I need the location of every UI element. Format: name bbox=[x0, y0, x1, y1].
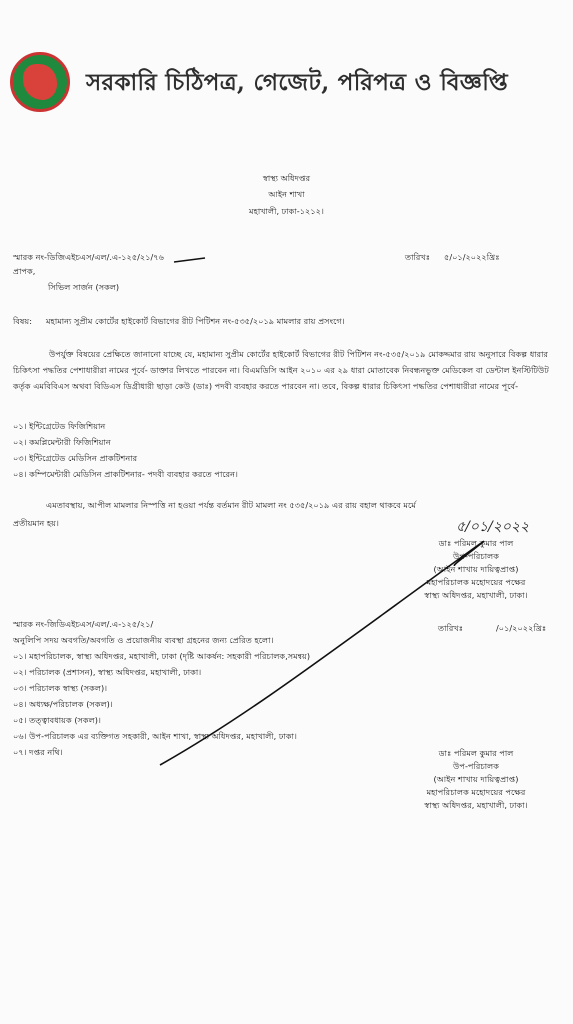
office-address: মহাখালী, ঢাকা-১২১২। bbox=[249, 206, 324, 216]
memo2-reference: স্মারক নং-জিডিএইচএস/এল/.এ-১২৫/২১/ bbox=[13, 619, 154, 629]
body-paragraph-2: এমতাবস্থায়, আপীল মামলার নিস্পত্তি না হওয়া পর্যন্ত বর্তমান রীট মামলা নং ৫৩৫/২০১৯ এর রায় বহাল থাকবে মর্মে bbox=[46, 500, 416, 510]
body-paragraph-2-end: প্রতীয়মান হয়। bbox=[13, 518, 59, 528]
list-item: ০৪। অধ্যক্ষ/পরিচালক (সকল)। bbox=[13, 699, 113, 709]
list-item: ০৩। ইন্টিগ্রেটেড মেডিসিন প্রাকটিশনার bbox=[13, 453, 138, 463]
memo2-date: /০১/২০২২খ্রিঃ bbox=[496, 623, 547, 633]
signatory-behalf: মহাপরিচালক মহোদয়ের পক্ষের bbox=[426, 577, 526, 587]
recipient-name: সিভিল সার্জন (সকল) bbox=[48, 282, 120, 292]
handwritten-signature-date: ৫/০১/২০২২ bbox=[456, 519, 530, 535]
signatory2-title: উপ-পরিচালক bbox=[453, 761, 499, 771]
signatory-name: ডাঃ পরিমল কুমার পাল bbox=[438, 538, 514, 548]
memo-date: ৫/০১/২০২২খ্রিঃ bbox=[444, 252, 500, 262]
list-item: ০৫। তত্ত্বাবধায়ক (সকল)। bbox=[13, 715, 101, 725]
signatory-role: (আইন শাখায় দায়িত্বপ্রাপ্ত) bbox=[433, 564, 519, 574]
list-item: ০২। কমপ্লিমেন্টারী ফিজিশিয়ান bbox=[13, 437, 111, 447]
body-paragraph-1: উপর্যুক্ত বিষয়ের প্রেক্ষিতে জানানো যাচ্ছে যে, মহামান্য সুপ্রীম কোর্টের হাইকোর্ট বিভাগের রীট পিটিশন নং-৫৩৫/২০১৯ মোকদ্দমার রায় অনুসারে বিকল্প ধারার চিকিৎসা পদ্ধতির পেশাধারীরা নামের পূর্বে- ডাক্তার লিখতে পারবেন না। বিএমডিসি আইন ২০১০ এর ২৯ ধারা মোতাবেক নিবন্ধনভুক্ত মেডিকেল বা ডেন্টাল ইনস্টিটিউট কর্তৃক এমবিবিএস অথবা বিডিএস ডিগ্রীধারী ছাড়া কেউ (ডাঃ) পদবী ব্যবহার করতে পারবেন না। তবে, বিকল্প ধারার চিকিৎসা পদ্ধতির পেশাধারীরা নামের পূর্বে- bbox=[13, 349, 549, 391]
list-item: ০৬। উপ-পরিচালক এর ব্যক্তিগত সহকারী, আইন শাখা, স্বাস্থ্য অধিদপ্তর, মহাখালী, ঢাকা। bbox=[13, 731, 297, 741]
list-item: ০২। পরিচালক (প্রশাসন), স্বাস্থ্য অধিদপ্তর, মহাখালী, ঢাকা। bbox=[13, 667, 202, 677]
copy-line: অনুলিপি সদয় অবগতি/অবগতি ও প্রয়োজনীয় ব্যবস্থা গ্রহনের জন্য প্রেরিত হলো। bbox=[13, 635, 274, 645]
memo2-date-label: তারিখঃ bbox=[438, 623, 464, 633]
list-item: ০১। ইন্টিগ্রেটেড ফিজিশিয়ান bbox=[13, 421, 106, 431]
office-name: স্বাস্থ্য অধিদপ্তর bbox=[262, 173, 311, 183]
signatory-title: উপ-পরিচালক bbox=[453, 551, 499, 561]
signatory2-behalf: মহাপরিচালক মহোদয়ের পক্ষের bbox=[426, 787, 526, 797]
banner-title: সরকারি চিঠিপত্র, গেজেট, পরিপত্র ও বিজ্ঞপ্তি bbox=[86, 69, 508, 96]
list-item: ০৩। পরিচালক স্বাস্থ্য (সকল)। bbox=[13, 683, 108, 693]
subject-text: মহামান্য সুপ্রীম কোর্টের হাইকোর্ট বিভাগের রীট পিটিশন নং-৫৩৫/২০১৯ মামলার রায় প্রসংগে। bbox=[46, 316, 345, 326]
list-item: ০৪। কম্পিমেন্টারী মেডিসিন প্রাকটিশনার- পদবী ব্যবহার করতে পারেন। bbox=[13, 469, 238, 479]
subject-label: বিষয়: bbox=[13, 316, 32, 326]
recipient-label: প্রাপক, bbox=[13, 266, 36, 276]
memo-reference: স্মারক নং-ডিজিএইচএস/এল/.এ-১২৫/২১/৭৬ bbox=[13, 252, 164, 262]
list-item: ০৭। দপ্তর নথি। bbox=[13, 747, 63, 757]
memo-date-label: তারিখঃ bbox=[405, 252, 431, 262]
signatory2-name: ডাঃ পরিমল কুমার পাল bbox=[438, 748, 514, 758]
signatory2-role: (আইন শাখায় দায়িত্বপ্রাপ্ত) bbox=[433, 774, 519, 784]
signatory-org: স্বাস্থ্য অধিদপ্তর, মহাখালী, ঢাকা। bbox=[424, 590, 528, 600]
list-item: ০১। মহাপরিচালক, স্বাস্থ্য অধিদপ্তর, মহাখালী, ঢাকা (দৃষ্টি আকর্ষন: সহকারী পরিচালক,সমন্বয়) bbox=[13, 651, 311, 661]
branch-name: আইন শাখা bbox=[268, 189, 305, 199]
signatory2-org: স্বাস্থ্য অধিদপ্তর, মহাখালী, ঢাকা। bbox=[424, 800, 528, 810]
